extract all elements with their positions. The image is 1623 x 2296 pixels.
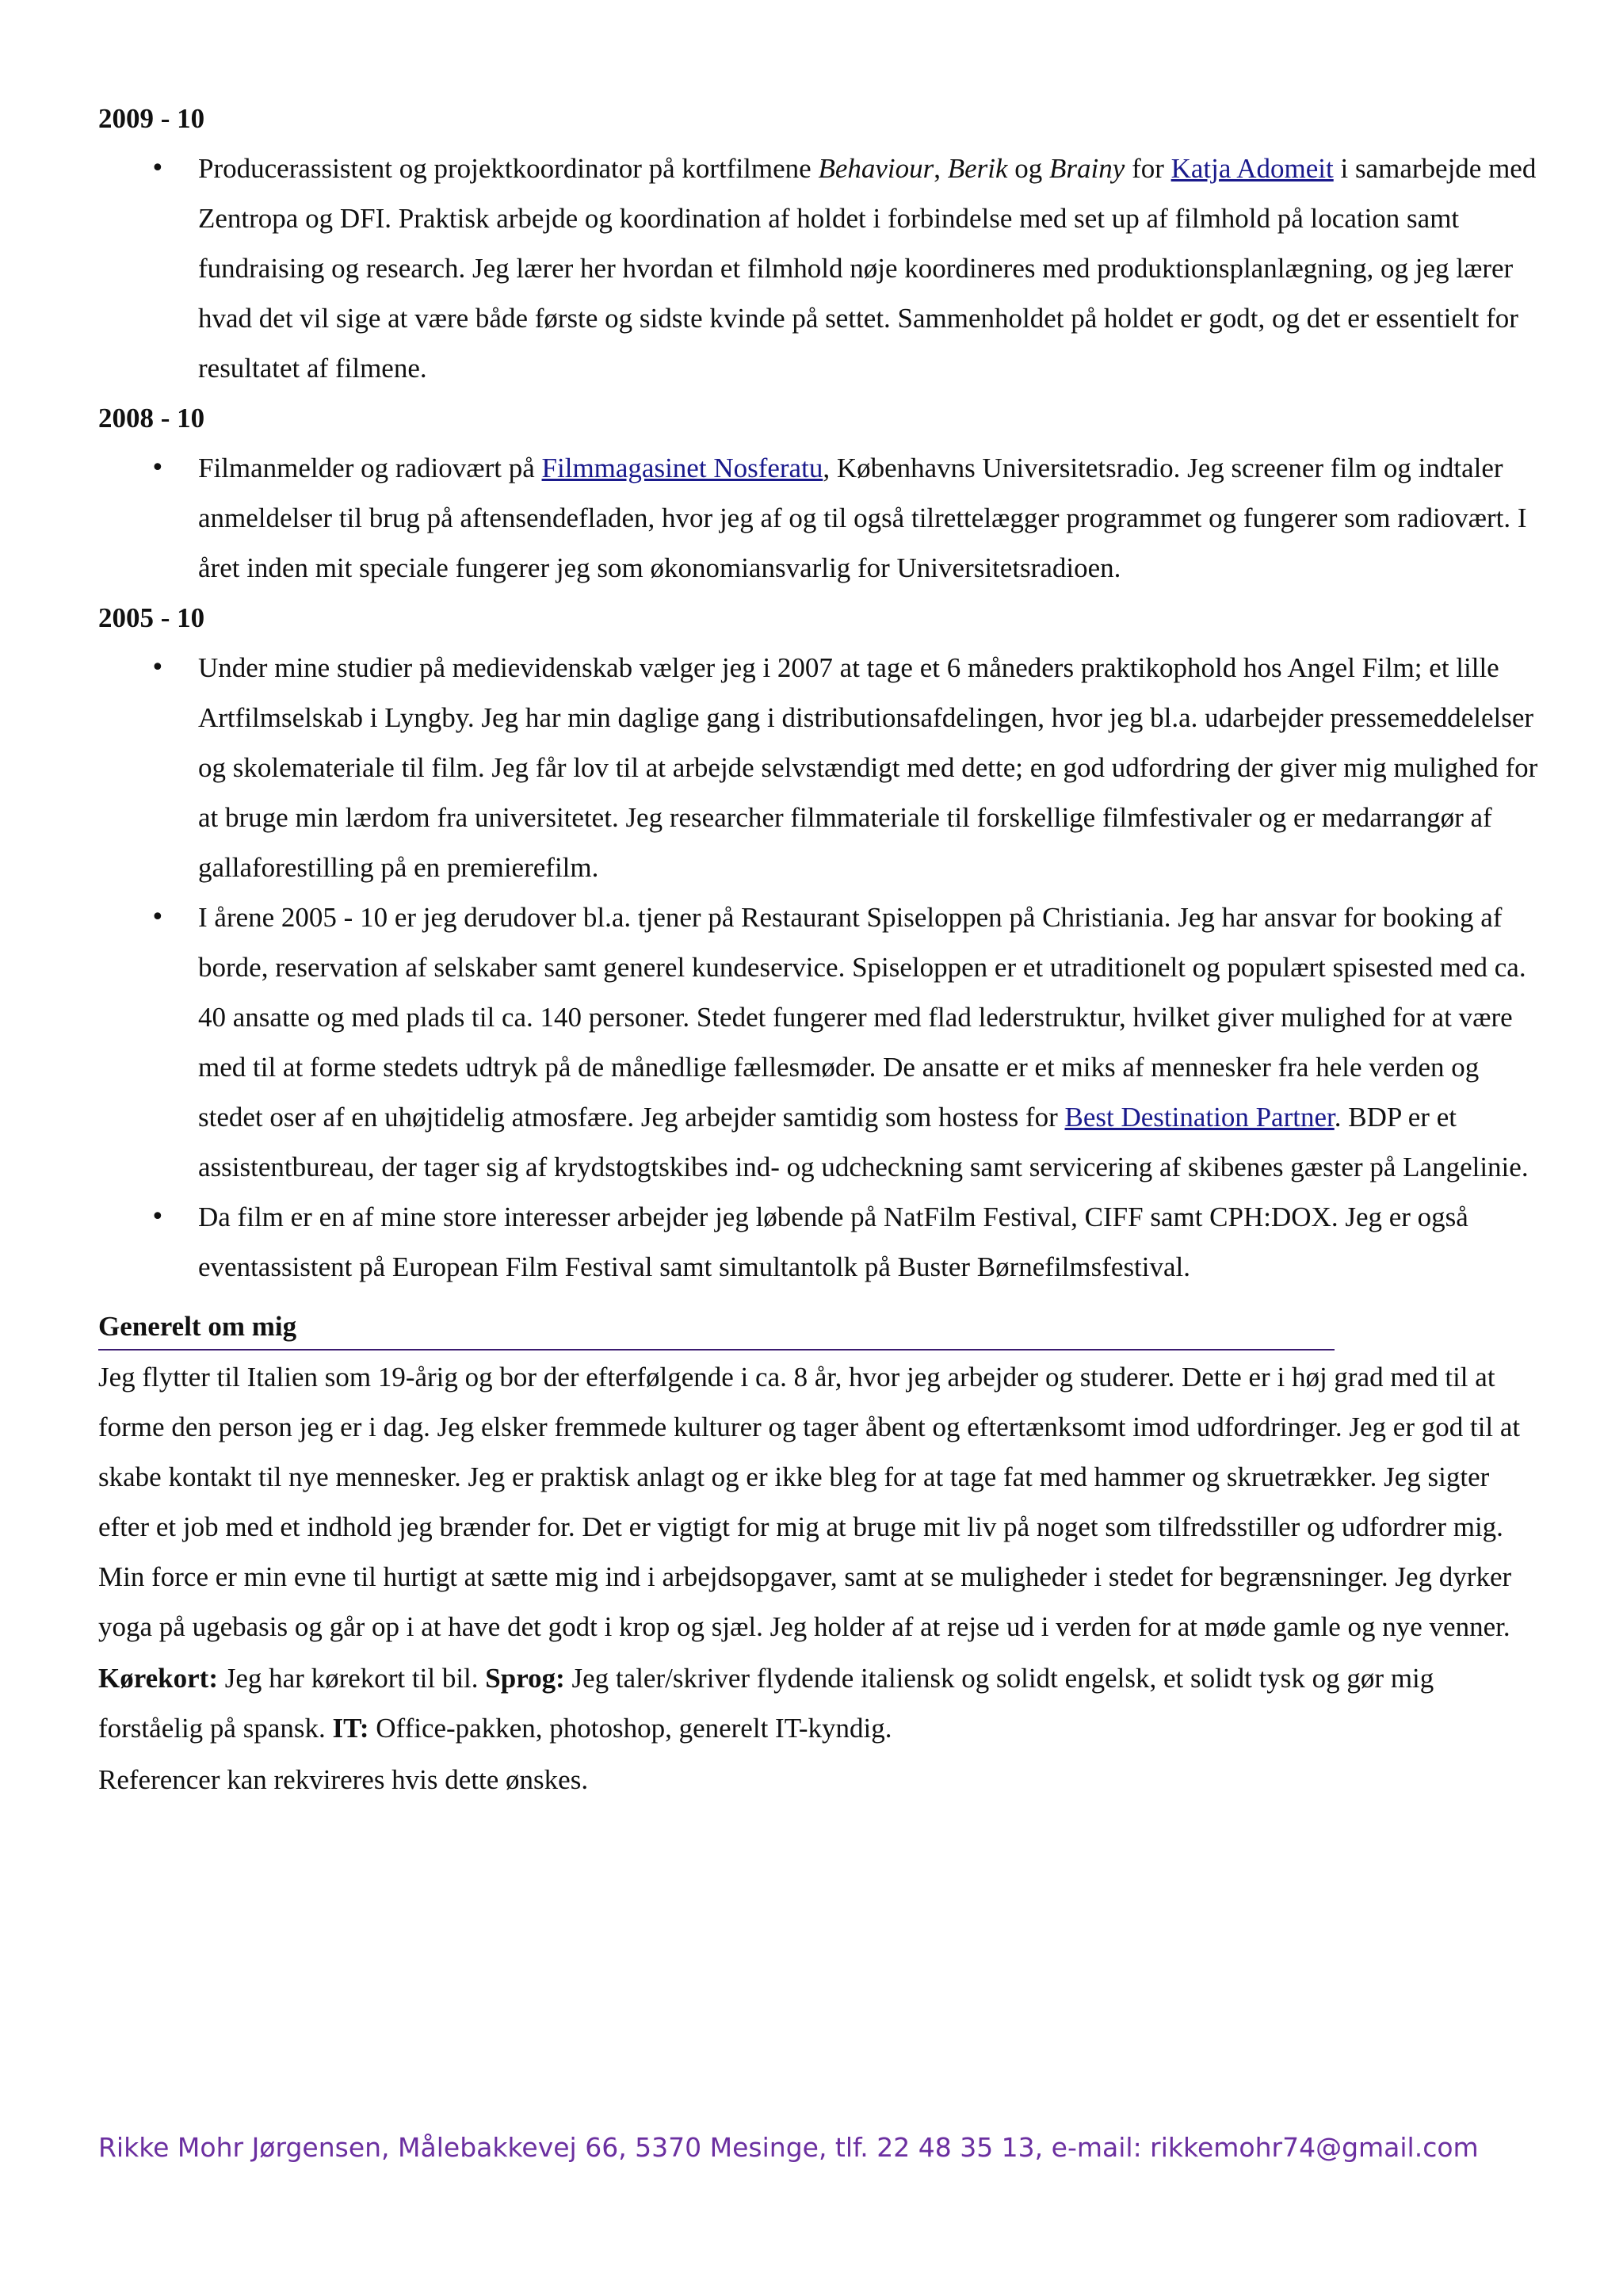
item-text: og	[1007, 153, 1050, 184]
section-heading-about: Generelt om mig	[98, 1305, 1335, 1350]
inline-link[interactable]: Filmmagasinet Nosferatu	[541, 453, 823, 483]
film-title: Berik	[947, 153, 1008, 184]
experience-list	[98, 143, 1541, 393]
item-text: Da film er en af mine store interesser arbejder jeg løbende på NatFilm Festival, CIFF samt CPH:DOX. Jeg er også eventassistent på European Film Festival samt simultantolk på Buster Børnefilmsfestival.	[198, 1201, 1468, 1282]
bullet-icon: •	[151, 904, 165, 931]
experience-item	[98, 143, 1541, 393]
experience-item	[98, 443, 1541, 593]
film-title: Behaviour	[818, 153, 934, 184]
experience-item	[98, 892, 1541, 1192]
language-label: Sprog:	[485, 1663, 565, 1694]
license-text: Jeg har kørekort til bil.	[217, 1663, 486, 1694]
language-text: Jeg taler/skriver flydende italiensk og solidt engelsk, et solidt tysk og gør mig forståelig på spansk.	[98, 1663, 1434, 1744]
references-note: Referencer kan rekvireres hvis dette ønskes.	[98, 1764, 589, 1795]
it-text: Office-pakken, photoshop, generelt IT-kyndig.	[369, 1713, 892, 1744]
license-label: Kørekort:	[98, 1663, 218, 1694]
skills-line	[98, 1653, 1541, 1753]
item-text: , Københavns Universitetsradio. Jeg screener film og indtaler anmeldelser til brug på aftensendefladen, hvor jeg af og til også tilrettelægger programmet og fungerer som radiovært. I året inden mit speciale fungerer jeg som økonomiansvarlig for Universitetsradioen.	[198, 453, 1527, 583]
year-heading: 2005 - 10	[98, 602, 205, 633]
bullet-icon: •	[151, 654, 165, 682]
experience-list	[98, 643, 1541, 1292]
item-text: Producerassistent og projektkoordinator på kortfilmene	[198, 153, 819, 184]
inline-link[interactable]: Best Destination Partner	[1064, 1102, 1335, 1133]
item-text: Under mine studier på medievidenskab vælger jeg i 2007 at tage et 6 måneders praktikophold hos Angel Film; et lille Artfilmselskab i Lyngby. Jeg har min daglige gang i distributionsafdelingen, hvor jeg bl.a. udarbejder pressemeddelelser og skolemateriale til film. Jeg får lov til at arbejde selvstændigt med dette; en god udfordring der giver mig mulighed for at bruge min lærdom fra universitetet. Jeg researcher filmmateriale til forskellige filmfestivaler og er medarrangør af gallaforestilling på en premierefilm.	[198, 652, 1538, 883]
about-paragraph: Jeg flytter til Italien som 19-årig og bor der efterfølgende i ca. 8 år, hvor jeg arbejder og studerer. Dette er i høj grad med til at forme den person jeg er i dag. Jeg elsker fremmede kulturer og tager åbent og eftertænksomt imod udfordringer. Jeg er god til at skabe kontakt til nye mennesker. Jeg er praktisk anlagt og er ikke bleg for at tage fat med hammer og skruetrækker. Jeg sigter efter et job med et indhold jeg brænder for. Det er vigtigt for mig at bruge mit liv på noget som tilfredsstiller og udfordrer mig. Min force er min evne til hurtigt at sætte mig ind i arbejdsopgaver, samt at se muligheder i stedet for begrænsninger. Jeg dyrker yoga på ugebasis og går op i at have det godt i krop og sjæl. Jeg holder af at rejse ud i verden for at møde gamle og nye venner.	[98, 1362, 1521, 1642]
bullet-icon: •	[151, 155, 165, 182]
item-text: Filmanmelder og radiovært på	[198, 453, 542, 483]
inline-link[interactable]: Katja Adomeit	[1170, 153, 1334, 184]
experience-sections	[98, 94, 1541, 1292]
experience-list	[98, 443, 1541, 593]
year-heading: 2008 - 10	[98, 403, 205, 434]
item-text: ,	[934, 153, 948, 184]
item-text: i samarbejde med Zentropa og DFI. Praktisk arbejde og koordination af holdet i forbindelse med set up af filmhold på location samt fundraising og research. Jeg lærer her hvordan et filmhold nøje koordineres med produktionsplanlægning, og jeg lærer hvad det vil sige at være både første og sidste kvinde på settet. Sammenholdet på holdet er godt, og det er essentielt for resultatet af filmene.	[198, 153, 1537, 384]
bullet-icon: •	[151, 454, 165, 482]
item-text: for	[1125, 153, 1171, 184]
item-text: . BDP er et assistentbureau, der tager sig af krydstogtskibes ind- og udcheckning samt servicering af skibenes gæster på Langelinie.	[198, 1102, 1529, 1182]
footer-contact: Rikke Mohr Jørgensen, Målebakkevej 66, 5370 Mesinge, tlf. 22 48 35 13, e-mail: rikkemohr74@gmail.com	[98, 2132, 1479, 2163]
experience-item	[98, 643, 1541, 892]
film-title: Brainy	[1049, 153, 1125, 184]
it-label: IT:	[332, 1713, 369, 1744]
bullet-icon: •	[151, 1203, 165, 1231]
experience-item	[98, 1192, 1541, 1292]
year-heading: 2009 - 10	[98, 103, 205, 134]
cv-page	[98, 94, 1541, 1805]
item-text: I årene 2005 - 10 er jeg derudover bl.a. tjener på Restaurant Spiseloppen på Christiania. Jeg har ansvar for booking af borde, reservation af selskaber samt generel kundeservice. Spiseloppen er et utraditionelt og populært spisested med ca. 40 ansatte og med plads til ca. 140 personer. Stedet fungerer med flad lederstruktur, hvilket giver mulighed for at være med til at forme stedets udtryk på de månedlige fællesmøder. De ansatte er et miks af mennesker fra hele verden og stedet oser af en uhøjtidelig atmosfære. Jeg arbejder samtidig som hostess for	[198, 902, 1526, 1133]
